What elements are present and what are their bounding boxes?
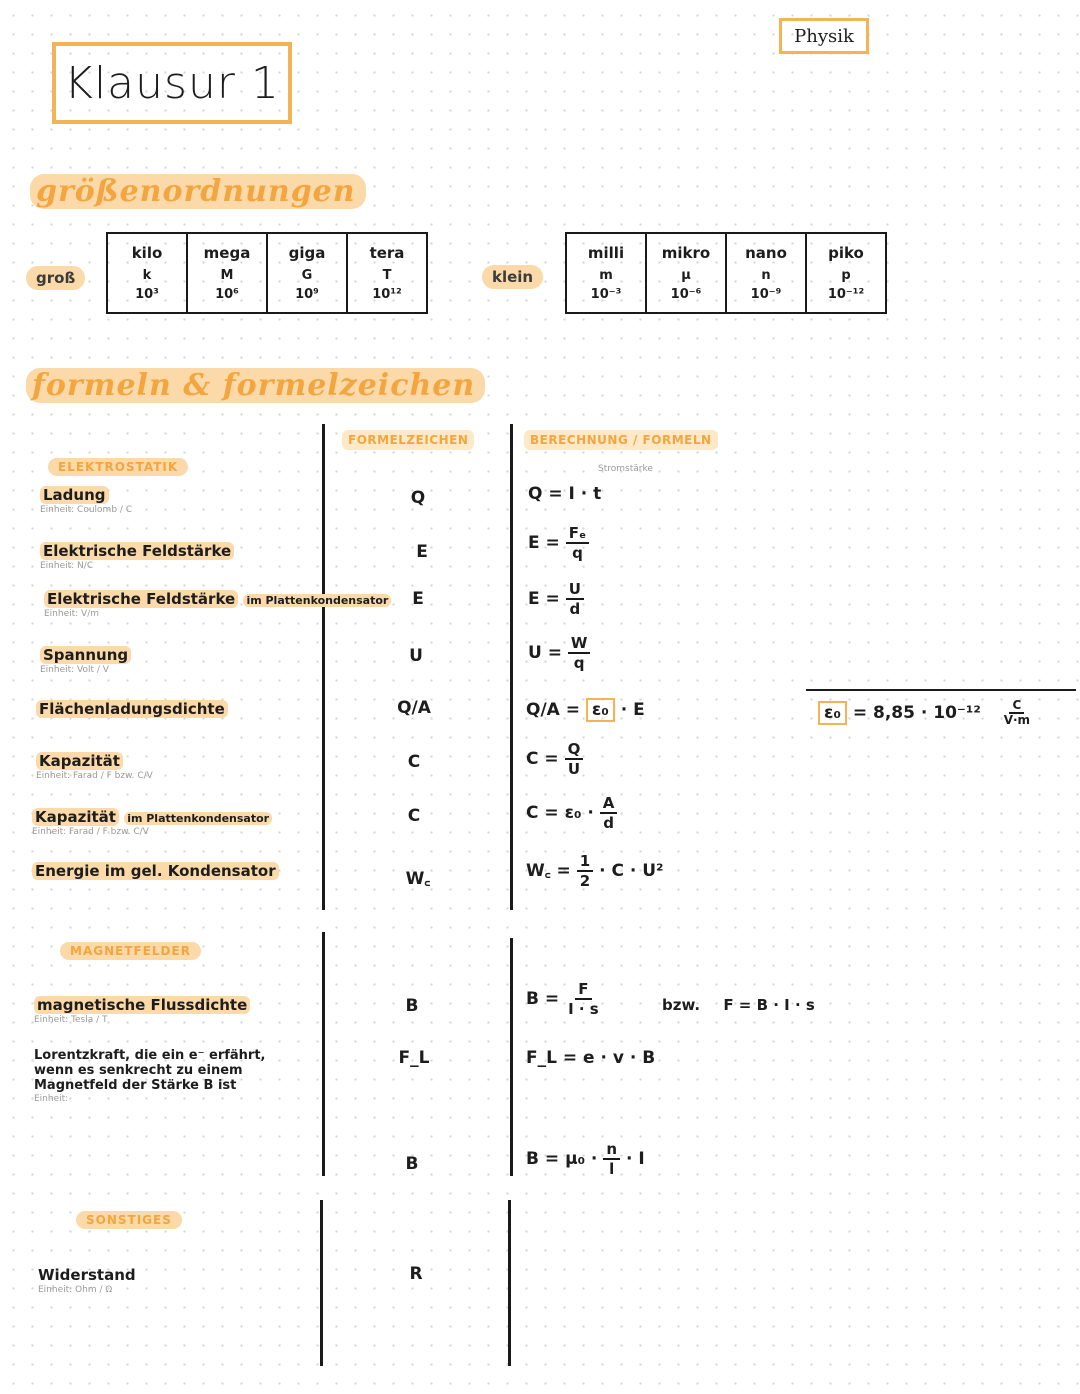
column-header-symbol: FORMELZEICHEN [342, 430, 474, 450]
quantity-kapazitaet-platten: Kapazität im Plattenkondensator Einheit: Farad / F bzw. C/V [32, 808, 272, 837]
section-heading-formulas: formeln & formelzeichen [26, 368, 485, 403]
symbol: E [416, 542, 428, 562]
constant-epsilon0: ε₀ = 8,85 · 10⁻¹² $\frac{C}{V\cdot m}$ [818, 699, 1033, 727]
divider [806, 689, 1076, 691]
quantity-widerstand: Widerstand Einheit: Ohm / Ω [38, 1266, 136, 1295]
symbol: Q/A [397, 698, 431, 718]
symbol: R [409, 1264, 423, 1284]
divider [508, 1200, 511, 1366]
symbol: C [407, 806, 421, 826]
prefix-table-small [565, 232, 887, 314]
symbol: W꜀ [405, 869, 431, 889]
symbol: C [407, 752, 421, 772]
prefix-cell: mega M 10⁶ [187, 233, 267, 313]
quantity-ladung: Ladung Einheit: Coulomb / C [40, 486, 133, 515]
subject-label: Physik [779, 18, 869, 54]
annotation: Stromstärke [598, 464, 653, 474]
category-label-magnetfelder: MAGNETFELDER [60, 942, 201, 960]
formula: Q/A = ε₀ · E [526, 700, 645, 720]
quantity-flussdichte: magnetische Flussdichte Einheit: Tesla / T [34, 996, 250, 1025]
prefix-cell: nano n 10⁻⁹ [726, 233, 806, 313]
formula-alt: bzw. F = B · I · s [662, 996, 815, 1014]
prefix-cell: tera T 10¹² [347, 233, 427, 313]
prefix-cell: piko p 10⁻¹² [806, 233, 886, 313]
category-label-sonstiges: SONSTIGES [76, 1211, 182, 1229]
formula: E = $\frac{\text{Fₑ}}{q}$ [528, 524, 589, 562]
formula: E = $\frac{U}{d}$ [528, 580, 584, 618]
category-label-elektrostatik: ELEKTROSTATIK [48, 458, 188, 476]
symbol: E [412, 589, 424, 609]
symbol: U [409, 646, 423, 666]
divider [322, 424, 325, 910]
prefix-cell: kilo k 10³ [107, 233, 187, 313]
formula: F_L = e · v · B [526, 1048, 656, 1068]
divider [320, 1200, 323, 1366]
symbol: B [405, 1154, 419, 1174]
divider [510, 938, 513, 1176]
formula: Q = I · t [528, 484, 602, 504]
prefix-table-big [106, 232, 428, 314]
divider [322, 932, 325, 1176]
formula: C = ε₀ · $\frac{A}{d}$ [526, 794, 617, 832]
prefix-cell: giga G 10⁹ [267, 233, 347, 313]
formula: B = $\frac{F}{I \cdot s}$ [526, 980, 599, 1018]
small-label: klein [482, 265, 543, 289]
page-title: Klausur 1 [52, 42, 292, 124]
prefix-cell: mikro µ 10⁻⁶ [646, 233, 726, 313]
prefix-cell: milli m 10⁻³ [566, 233, 646, 313]
symbol: B [405, 996, 419, 1016]
symbol: F_L [398, 1048, 430, 1068]
formula: B = µ₀ · $\frac{n}{l}$ · I [526, 1140, 645, 1178]
formula: U = $\frac{W}{q}$ [528, 634, 590, 672]
quantity-kapazitaet: Kapazität Einheit: Farad / F bzw. C/V [36, 752, 153, 781]
big-label: groß [26, 266, 85, 290]
symbol: Q [410, 488, 426, 508]
quantity-feldstaerke-platten: Elektrische Feldstärke im Plattenkondensator Einheit: V/m [44, 590, 391, 619]
quantity-energie: Energie im gel. Kondensator [32, 862, 279, 880]
divider [510, 424, 513, 910]
quantity-feldstaerke: Elektrische Feldstärke Einheit: N/C [40, 542, 234, 571]
quantity-lorentzkraft: Lorentzkraft, die ein e⁻ erfährt, wenn es senkrecht zu einem Magnetfeld der Stärke B ist Einheit: [34, 1048, 266, 1104]
formula: C = $\frac{Q}{U}$ [526, 740, 583, 778]
section-heading-prefixes: größenordnungen [30, 174, 366, 209]
formula: W꜀ = $\frac{1}{2}$ · C · U² [526, 852, 664, 890]
column-header-formula: BERECHNUNG / FORMELN [524, 430, 718, 450]
quantity-spannung: Spannung Einheit: Volt / V [40, 646, 131, 675]
quantity-flaechenladungsdichte: Flächenladungsdichte [36, 700, 228, 718]
